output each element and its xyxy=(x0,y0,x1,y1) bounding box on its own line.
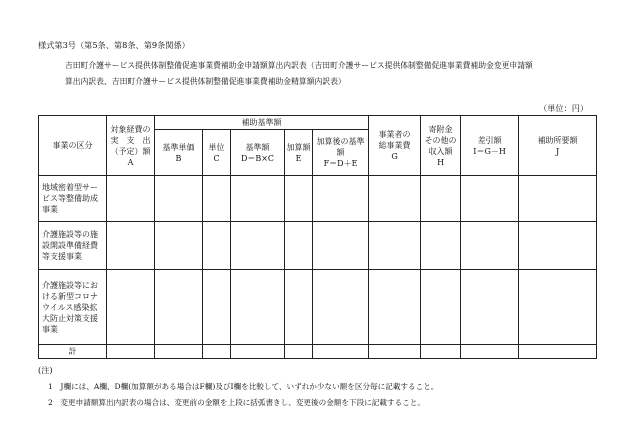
table-row xyxy=(39,222,597,270)
header-addition: 加算額 E xyxy=(285,130,313,176)
header-target-expenditure: 対象経費の 実 支 出 （予定）額 A xyxy=(107,116,155,176)
note-item-1: 1 J欄には、A欄、D欄(加算額がある場合はF欄)及びI欄を比較して、いずれか少ない額を区分毎に記載すること。 xyxy=(48,382,439,391)
header-subsidy-base-amount: 補助基準額 xyxy=(155,116,369,130)
row-label: 地域密着型サー ビス等整備助成 事業 xyxy=(39,176,107,222)
document-title-line-2: 算出内訳表、吉田町介護サービス提供体制整備促進事業費補助金精算額内訳表） xyxy=(65,77,346,86)
header-after-addition: 加算後の基準額 F＝D＋E xyxy=(313,130,369,176)
unit-label: （単位：円） xyxy=(539,103,589,113)
form-number: 様式第3号（第5条、第8条、第9条関係） xyxy=(38,40,190,50)
header-donation-income: 寄附金 その他の 収入額 H xyxy=(421,116,461,176)
header-category: 事業の区分 xyxy=(39,116,107,176)
calculation-table xyxy=(38,115,597,359)
header-difference: 差引額 I＝G－H xyxy=(461,116,519,176)
row-label: 介護施設等にお ける新型コロナ ウイルス感染拡 大防止対策支援 事業 xyxy=(39,270,107,345)
header-unit-count: 単位 C xyxy=(203,130,231,176)
header-base-amount: 基準額 D＝B×C xyxy=(231,130,285,176)
table-row xyxy=(39,270,597,345)
header-unit-price: 基準単価 B xyxy=(155,130,203,176)
row-label: 介護施設等の施 設開設準備経費 等支援事業 xyxy=(39,222,107,270)
header-required-subsidy: 補助所要額 J xyxy=(519,116,597,176)
notes-heading: (注) xyxy=(38,365,53,375)
header-total-cost: 事業者の 総事業費 G xyxy=(369,116,421,176)
total-row xyxy=(39,345,597,359)
note-item-2: 2 変更申請額算出内訳表の場合は、変更前の金額を上段に括弧書きし、変更後の金額を下段に記載すること。 xyxy=(48,398,425,407)
total-label: 計 xyxy=(39,345,107,359)
document-title-line-1: 吉田町介護サービス提供体制整備促進事業費補助金申請額算出内訳表（吉田町介護サービス提供体制整備促進事業費補助金変更申請額 xyxy=(65,61,533,70)
table-row xyxy=(39,176,597,222)
